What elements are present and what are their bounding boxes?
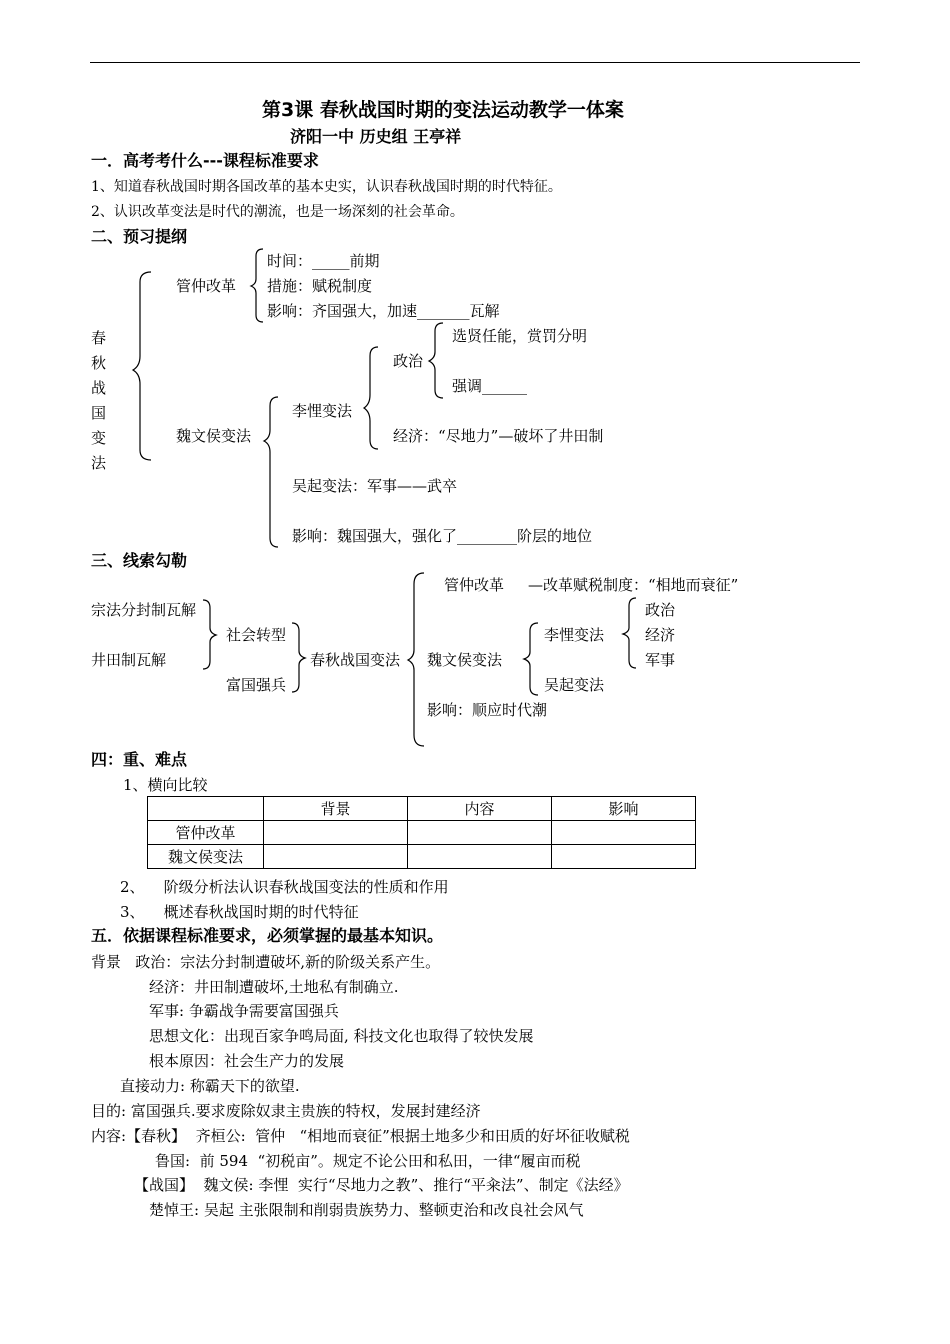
brace-s2-wei [264,397,278,547]
table-cell [264,821,408,845]
brace-s3-likui [623,598,636,668]
s3-mid-1: 社会转型 [226,626,287,644]
s2-likui-label: 李悝变法 [292,402,353,420]
s1-item-1: 1、知道春秋战国时期各国改革的基本史实，认识春秋战国时期的时代特征。 [91,179,562,195]
table-row-label: 魏文侯变法 [148,845,264,869]
section-4-heading: 四：重、难点 [91,750,188,769]
s5-background-culture: 思想文化：出现百家争鸣局面, 科技文化也取得了较快发展 [149,1027,534,1045]
s2-economy: 经济：“尽地力”—破坏了井田制 [393,427,604,445]
s3-effect: 影响：顺应时代潮 [427,701,548,719]
s3-likui-military: 军事 [645,651,676,669]
s3-guanzhong-desc: —改革赋税制度：“相地而衰征” [528,576,739,594]
table-cell [552,821,696,845]
brace-s2-guanzhong [251,249,263,322]
s5-goal: 目的: 富国强兵.要求废除奴隶主贵族的特权，发展封建经济 [91,1102,481,1120]
s3-wuqi: 吴起变法 [544,676,605,694]
brace-s3-mid [292,623,305,692]
s2-politics-label: 政治 [393,352,424,370]
s5-content-4: 楚悼王: 吴起 主张限制和削弱贵族势力、整顿吏治和改良社会风气 [149,1201,584,1219]
section-2-heading: 二、预习提纲 [91,227,188,246]
table-cell [408,845,552,869]
s4-item-1: 1、横向比较 [123,776,208,794]
brace-s2-root [133,272,151,460]
s5-background-military: 军事: 争霸战争需要富国强兵 [149,1002,339,1020]
s2-root-vertical: 春秋战国变法 [91,329,107,472]
section-3-heading: 三、线索勾勒 [91,551,188,570]
s4-item-3: 3、 概述春秋战国时期的时代特征 [120,903,359,921]
s4-item-2: 2、 阶级分析法认识春秋战国变法的性质和作用 [120,878,449,896]
s2-politics-1: 选贤任能，赏罚分明 [452,327,588,345]
s2-politics-2: 强调______ [452,377,528,395]
brace-s3-center [408,573,424,746]
table-cell [264,845,408,869]
s3-left-1: 宗法分封制瓦解 [91,601,197,619]
s2-wei-effect: 影响：魏国强大，强化了________阶层的地位 [292,527,593,545]
table-header-cell [148,797,264,821]
s2-guanzhong-time: 时间：_____前期 [267,252,380,270]
table-row [148,845,696,869]
brace-s2-politics [429,323,443,398]
s3-guanzhong: 管仲改革 [444,576,505,594]
s5-content-2: 鲁国: 前 594 “初税亩”。规定不论公田和私田，一律“履亩而税 [155,1152,581,1170]
s3-wei: 魏文侯变法 [427,651,503,669]
brace-s3-wei [524,623,538,695]
section-1-heading: 一．高考考什么---课程标准要求 [91,151,319,170]
table-header-row [148,797,696,821]
s5-background-politics: 背景 政治：宗法分封制遭破坏,新的阶级关系产生。 [91,953,441,971]
s3-likui-economy: 经济 [645,626,676,644]
section-5-heading: 五．依据课程标准要求，必须掌握的最基本知识。 [91,926,444,945]
table-header-cell: 背景 [264,797,408,821]
page-title: 第3课 春秋战国时期的变法运动教学一体案 [262,99,624,121]
s2-guanzhong-measure: 措施：赋税制度 [267,277,373,295]
s5-background-economy: 经济：井田制遭破坏,土地私有制确立. [149,978,399,996]
s3-likui: 李悝变法 [544,626,605,644]
s3-center: 春秋战国变法 [310,651,401,669]
s5-direct-motive: 直接动力: 称霸天下的欲望. [120,1077,300,1095]
table-cell [552,845,696,869]
table-cell [408,821,552,845]
s5-content-1: 内容:【春秋】 齐桓公: 管仲 “相地而衰征”根据土地多少和田质的好坏征收赋税 [91,1127,630,1145]
s3-likui-politics: 政治 [645,601,676,619]
table-header-cell: 内容 [408,797,552,821]
brace-s2-likui [364,347,378,449]
s3-left-2: 井田制瓦解 [91,651,167,669]
s2-guanzhong-label: 管仲改革 [176,277,237,295]
brace-s3-left [203,600,216,669]
comparison-table [147,796,696,869]
s5-background-root-cause: 根本原因：社会生产力的发展 [149,1052,345,1070]
s1-item-2: 2、认识改革变法是时代的潮流，也是一场深刻的社会革命。 [91,204,464,220]
table-row [148,821,696,845]
table-header-cell: 影响 [552,797,696,821]
s2-wuqi: 吴起变法：军事——武卒 [292,477,458,495]
s5-content-3: 【战国】 魏文侯: 李悝 实行“尽地力之教”、推行“平籴法”、制定《法经》 [134,1176,629,1194]
s3-mid-2: 富国强兵 [226,676,287,694]
author-line: 济阳一中 历史组 王亭祥 [290,127,462,146]
s2-wei-label: 魏文侯变法 [176,427,252,445]
table-row-label: 管仲改革 [148,821,264,845]
s2-guanzhong-effect: 影响：齐国强大，加速_______瓦解 [267,302,500,320]
